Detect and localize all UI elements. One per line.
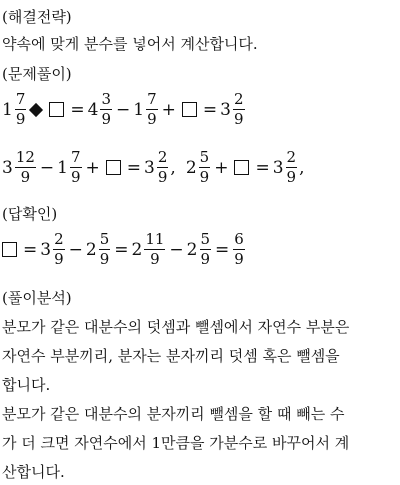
eq2-r2-fraction (286, 150, 298, 185)
analysis-line-6: 산합니다. (2, 463, 65, 481)
eq2-c-den: 9 (199, 168, 210, 186)
eq3-r-num: 6 (234, 230, 244, 248)
eq2-a-whole: 3 (2, 157, 13, 178)
eq2-r-fraction (157, 150, 169, 185)
equation-2 (2, 150, 304, 185)
eq1-b-whole: 4 (87, 99, 99, 120)
eq3-r-fraction (233, 232, 245, 267)
eq3-b-whole: 2 (85, 239, 97, 260)
eq2-r-den: 9 (157, 168, 168, 186)
analysis-heading: (풀이분석) (2, 289, 72, 307)
eq1-a-fraction (15, 92, 27, 127)
eq2-eq1: = (126, 157, 142, 178)
eq3-c-whole: 2 (131, 239, 143, 260)
eq2-r2-num: 2 (286, 148, 297, 166)
eq1-a-den: 9 (15, 110, 26, 128)
eq3-r-den: 9 (234, 250, 244, 268)
eq3-c-fraction (144, 232, 165, 267)
eq2-plus2: + (214, 157, 229, 178)
eq2-minus: − (39, 157, 55, 178)
strategy-text: 약속에 맞게 분수를 넣어서 계산합니다. (2, 35, 258, 53)
analysis-line-4: 분모가 같은 대분수의 분자끼리 뺄셈을 할 때 빼는 수 (2, 405, 345, 423)
eq3-d-whole: 2 (186, 239, 198, 260)
eq2-a-fraction (15, 150, 36, 185)
eq3-a-den: 9 (54, 250, 64, 268)
eq3-eq1: = (23, 239, 38, 260)
eq2-comma2: , (299, 157, 305, 178)
strategy-heading: (해결전략) (2, 8, 72, 26)
blank-box-icon (49, 102, 64, 117)
eq1-b-num: 3 (101, 90, 111, 108)
solution-heading: (문제풀이) (2, 65, 72, 83)
eq3-d-num: 5 (200, 230, 211, 248)
analysis-line-1: 분모가 같은 대분수의 덧셈과 뺄셈에서 자연수 부분은 (2, 318, 350, 336)
eq2-r2-whole: 3 (272, 157, 284, 178)
analysis-line-5: 가 더 크면 자연수에서 1만큼을 가분수로 바꾸어서 계 (2, 434, 350, 452)
eq2-plus1: + (85, 157, 100, 178)
eq1-a-num: 7 (15, 90, 26, 108)
analysis-line-3: 합니다. (2, 376, 51, 394)
eq1-c-whole: 1 (133, 99, 145, 120)
eq2-a-num: 12 (15, 148, 35, 166)
eq2-b-den: 9 (71, 168, 81, 186)
blank-box-icon (2, 242, 17, 257)
eq1-r-num: 2 (233, 90, 244, 108)
eq1-c-fraction (146, 92, 158, 127)
analysis-line-2: 자연수 부분끼리, 분자는 분자끼리 덧셈 혹은 뺄셈을 (2, 347, 340, 365)
eq1-c-num: 7 (147, 90, 157, 108)
eq3-c-num: 11 (145, 230, 165, 248)
eq3-c-den: 9 (150, 250, 160, 268)
eq1-eq1: = (70, 99, 85, 120)
eq1-b-fraction (100, 92, 112, 127)
eq2-r-whole: 3 (144, 157, 155, 178)
eq2-eq2: = (255, 157, 270, 178)
equation-1 (2, 92, 246, 127)
eq1-b-den: 9 (101, 110, 111, 128)
eq3-minus1: − (68, 239, 83, 260)
eq3-a-num: 2 (54, 230, 64, 248)
eq2-a-den: 9 (20, 168, 31, 186)
eq2-b-fraction (70, 150, 82, 185)
eq2-b-whole: 1 (57, 157, 68, 178)
blank-box-icon (234, 160, 249, 175)
eq1-c-den: 9 (147, 110, 157, 128)
eq3-d-fraction (200, 232, 212, 267)
eq3-b-num: 5 (99, 230, 110, 248)
eq1-plus: + (161, 99, 176, 120)
eq2-c-num: 5 (199, 148, 210, 166)
eq2-b-num: 7 (71, 148, 81, 166)
blank-box-icon (106, 160, 121, 175)
check-heading: (답확인) (2, 205, 58, 223)
eq1-eq2: = (202, 99, 218, 120)
eq3-a-fraction (53, 232, 65, 267)
eq3-b-fraction (99, 232, 111, 267)
eq2-comma1: , (170, 157, 176, 178)
eq2-r2-den: 9 (286, 168, 297, 186)
eq2-r-num: 2 (157, 148, 168, 166)
diamond-operator-icon (29, 102, 43, 116)
eq2-c-whole: 2 (185, 157, 197, 178)
eq1-r-fraction (233, 92, 245, 127)
eq1-a-whole: 1 (2, 99, 13, 120)
eq1-r-whole: 3 (220, 99, 231, 120)
eq3-d-den: 9 (200, 250, 211, 268)
eq3-minus2: − (169, 239, 184, 260)
eq2-c-fraction (199, 150, 211, 185)
equation-3 (2, 232, 246, 267)
eq3-b-den: 9 (99, 250, 110, 268)
eq1-minus: − (116, 99, 131, 120)
eq3-a-whole: 3 (40, 239, 52, 260)
eq1-r-den: 9 (233, 110, 244, 128)
eq3-eq3: = (215, 239, 230, 260)
eq3-eq2: = (114, 239, 129, 260)
blank-box-icon (182, 102, 197, 117)
